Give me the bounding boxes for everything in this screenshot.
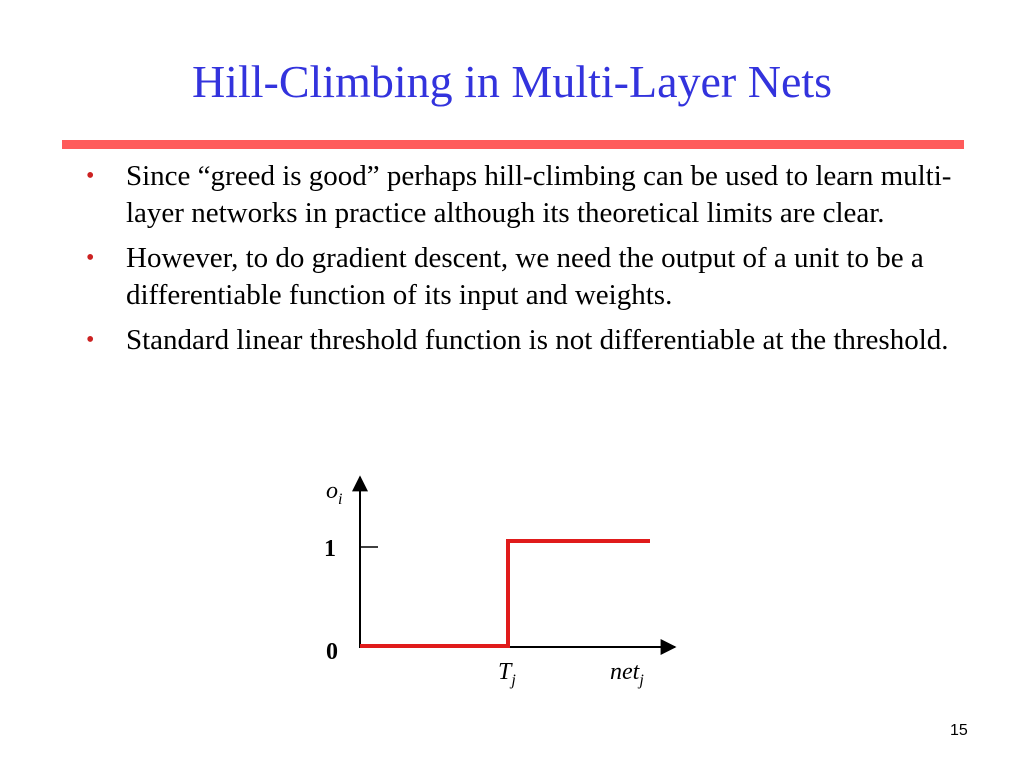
bullet-glyph: • [86,245,95,271]
slide-title: Hill-Climbing in Multi-Layer Nets [191,56,833,107]
y-axis-label: $o_i$ [326,478,343,508]
bullet-text: However, to do gradient descent, we need the output of a unit to be a differentiable function of its input and weights. [126,242,924,311]
step-function-diagram [300,465,700,705]
y-tick-one-label: 1 [324,536,336,562]
bullet-item [86,240,966,314]
bullet-glyph: • [86,163,95,189]
page-number: 15 [950,722,968,739]
title-divider [62,140,964,149]
bullet-glyph: • [86,327,95,353]
threshold-label: $T_j$ [498,659,516,689]
bullet-text: Standard linear threshold function is not differentiable at the threshold. [126,324,949,356]
bullet-text: Since “greed is good” perhaps hill-climbing can be used to learn multi-layer networks in practice although its theoretical limits are clear. [126,160,952,229]
y-tick-zero-label: 0 [326,639,338,665]
bullet-item [86,158,966,232]
x-axis-label: net$_j$ [610,659,644,689]
bullet-item [86,322,966,359]
step-function-line [360,541,650,646]
bullet-list [86,158,966,367]
